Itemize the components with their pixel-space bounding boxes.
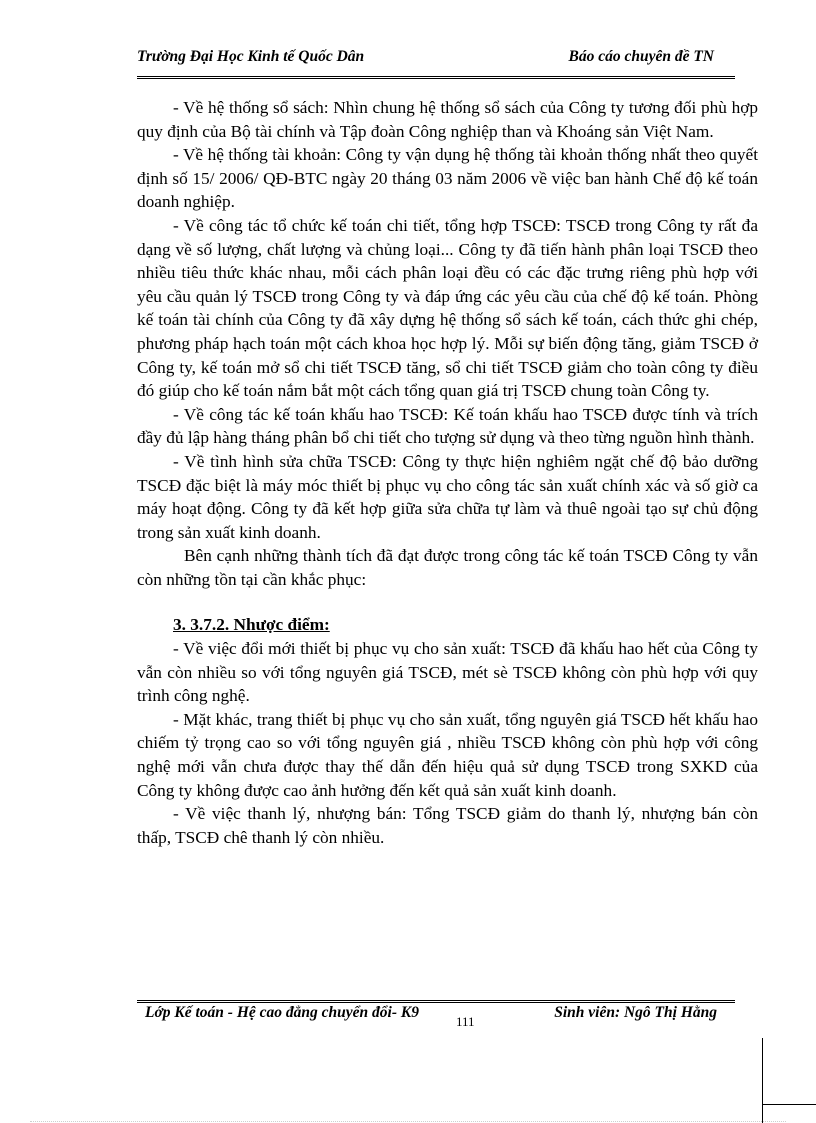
header-divider [137, 76, 735, 79]
crop-mark-vertical [762, 1038, 763, 1123]
paragraph-accounts-rest: quyết định số 15/ 2006/ QĐ-BTC ngày 20 tháng 03 năm 2006 về việc ban hành Chế độ kế toán doanh nghiệp. [137, 145, 759, 212]
paragraph-repairs: - Về tình hình sửa chữa TSCĐ: Công ty thực hiện nghiêm ngặt chế độ bảo dưỡng TSCĐ đặc biệt là máy móc thiết bị phục vụ cho công tác sản xuất chính xác và số giờ ca máy hoạt động. Công ty đã kết hợp giữa sửa chữa tự làm và thuê ngoài tạo sự chủ động trong sản xuất kinh doanh. [137, 451, 758, 542]
paragraph-transition: Bên cạnh những thành tích đã đạt được trong công tác kế toán TSCĐ Công ty vẫn còn những tồn tại cần khắc phục: [137, 546, 758, 589]
paragraph-accounts-start: - Về hệ thống tài khoản: Công ty vận dụng hệ thống tài khoản thống nhất theo [173, 145, 716, 165]
paragraph-bookkeeping: - Về hệ thống sổ sách: Nhìn chung hệ thống sổ sách của Công ty tương đối phù hợp quy định của Bộ tài chính và Tập đoàn Công nghiệp than và Khoáng sản Việt Nam. [137, 98, 758, 141]
page-header [137, 48, 714, 74]
paragraph-equipment-renewal: - Về việc đổi mới thiết bị phục vụ cho sản xuất: TSCĐ đã khấu hao hết của Công ty vẫn còn nhiều so với tổng nguyên giá TSCĐ, mét sè TSCĐ không còn phù hợp với quy trình công nghệ. [137, 639, 758, 706]
paragraph-liquidation: - Về việc thanh lý, nhượng bán: Tổng TSCĐ giảm do thanh lý, nhượng bán còn thấp, TSCĐ chê thanh lý còn nhiều. [137, 804, 758, 847]
paragraph-depreciated-assets: - Mặt khác, trang thiết bị phục vụ cho sản xuất, tổng nguyên giá TSCĐ hết khấu hao chiếm tỷ trọng cao so với tổng nguyên giá , nhiều TSCĐ không còn phù hợp với công nghệ mới vẫn chưa được thay thế dẫn đến hiệu quả sử dụng TSCĐ trong SXKD của Công ty không được cao ảnh hưởng đến kết quả sản xuất kinh doanh. [137, 709, 758, 800]
crop-mark-horizontal [762, 1104, 816, 1105]
header-university: Trường Đại Học Kinh tế Quốc Dân [137, 48, 365, 65]
page-edge-dotted-line [30, 1121, 786, 1122]
section-heading: 3. 3.7.2. Nhược điểm: [173, 615, 330, 635]
paragraph-accounts [137, 143, 758, 214]
document-body [137, 96, 758, 849]
footer-student: Sinh viên: Ngô Thị Hằng [554, 1004, 717, 1021]
header-report-title: Báo cáo chuyên đề TN [568, 48, 714, 65]
paragraph-depreciation: - Về công tác kế toán khấu hao TSCĐ: Kế toán khấu hao TSCĐ được tính và trích đầy đủ lập hàng tháng phân bổ chi tiết cho tượng sử dụng và theo từng nguồn hình thành. [137, 404, 758, 448]
footer-divider [137, 1000, 735, 1003]
footer-class: Lớp Kế toán - Hệ cao đẳng chuyển đổi- K9 [145, 1004, 419, 1021]
paragraph-detail-accounting: - Về công tác tổ chức kế toán chi tiết, tổng hợp TSCĐ: TSCĐ trong Công ty rất đa dạng về số lượng, chất lượng và chủng loại... Công ty đã tiến hành phân loại TSCĐ theo nhiều tiêu thức khác nhau, mỗi cách phân loại đều có các đặc trưng riêng phù hợp với yêu cầu quản lý TSCĐ trong Công ty và đáp ứng các yêu cầu của chế độ kế toán. Phòng kế toán tài chính của Công ty đã xây dựng hệ thống sổ sách kế toán, cách thức ghi chép, phương pháp hạch toán một cách khoa học hợp lý. Mỗi sự biến động tăng, giảm TSCĐ ở Công ty, kế toán mở sổ chi tiết TSCĐ tăng, sổ chi tiết TSCĐ giảm cho toàn công ty điều đó giúp cho kế toán nắm bắt một cách tổng quan giá trị TSCĐ chung toàn Công ty. [137, 215, 758, 401]
page-footer [137, 1004, 717, 1034]
page-number: 111 [456, 1014, 475, 1029]
